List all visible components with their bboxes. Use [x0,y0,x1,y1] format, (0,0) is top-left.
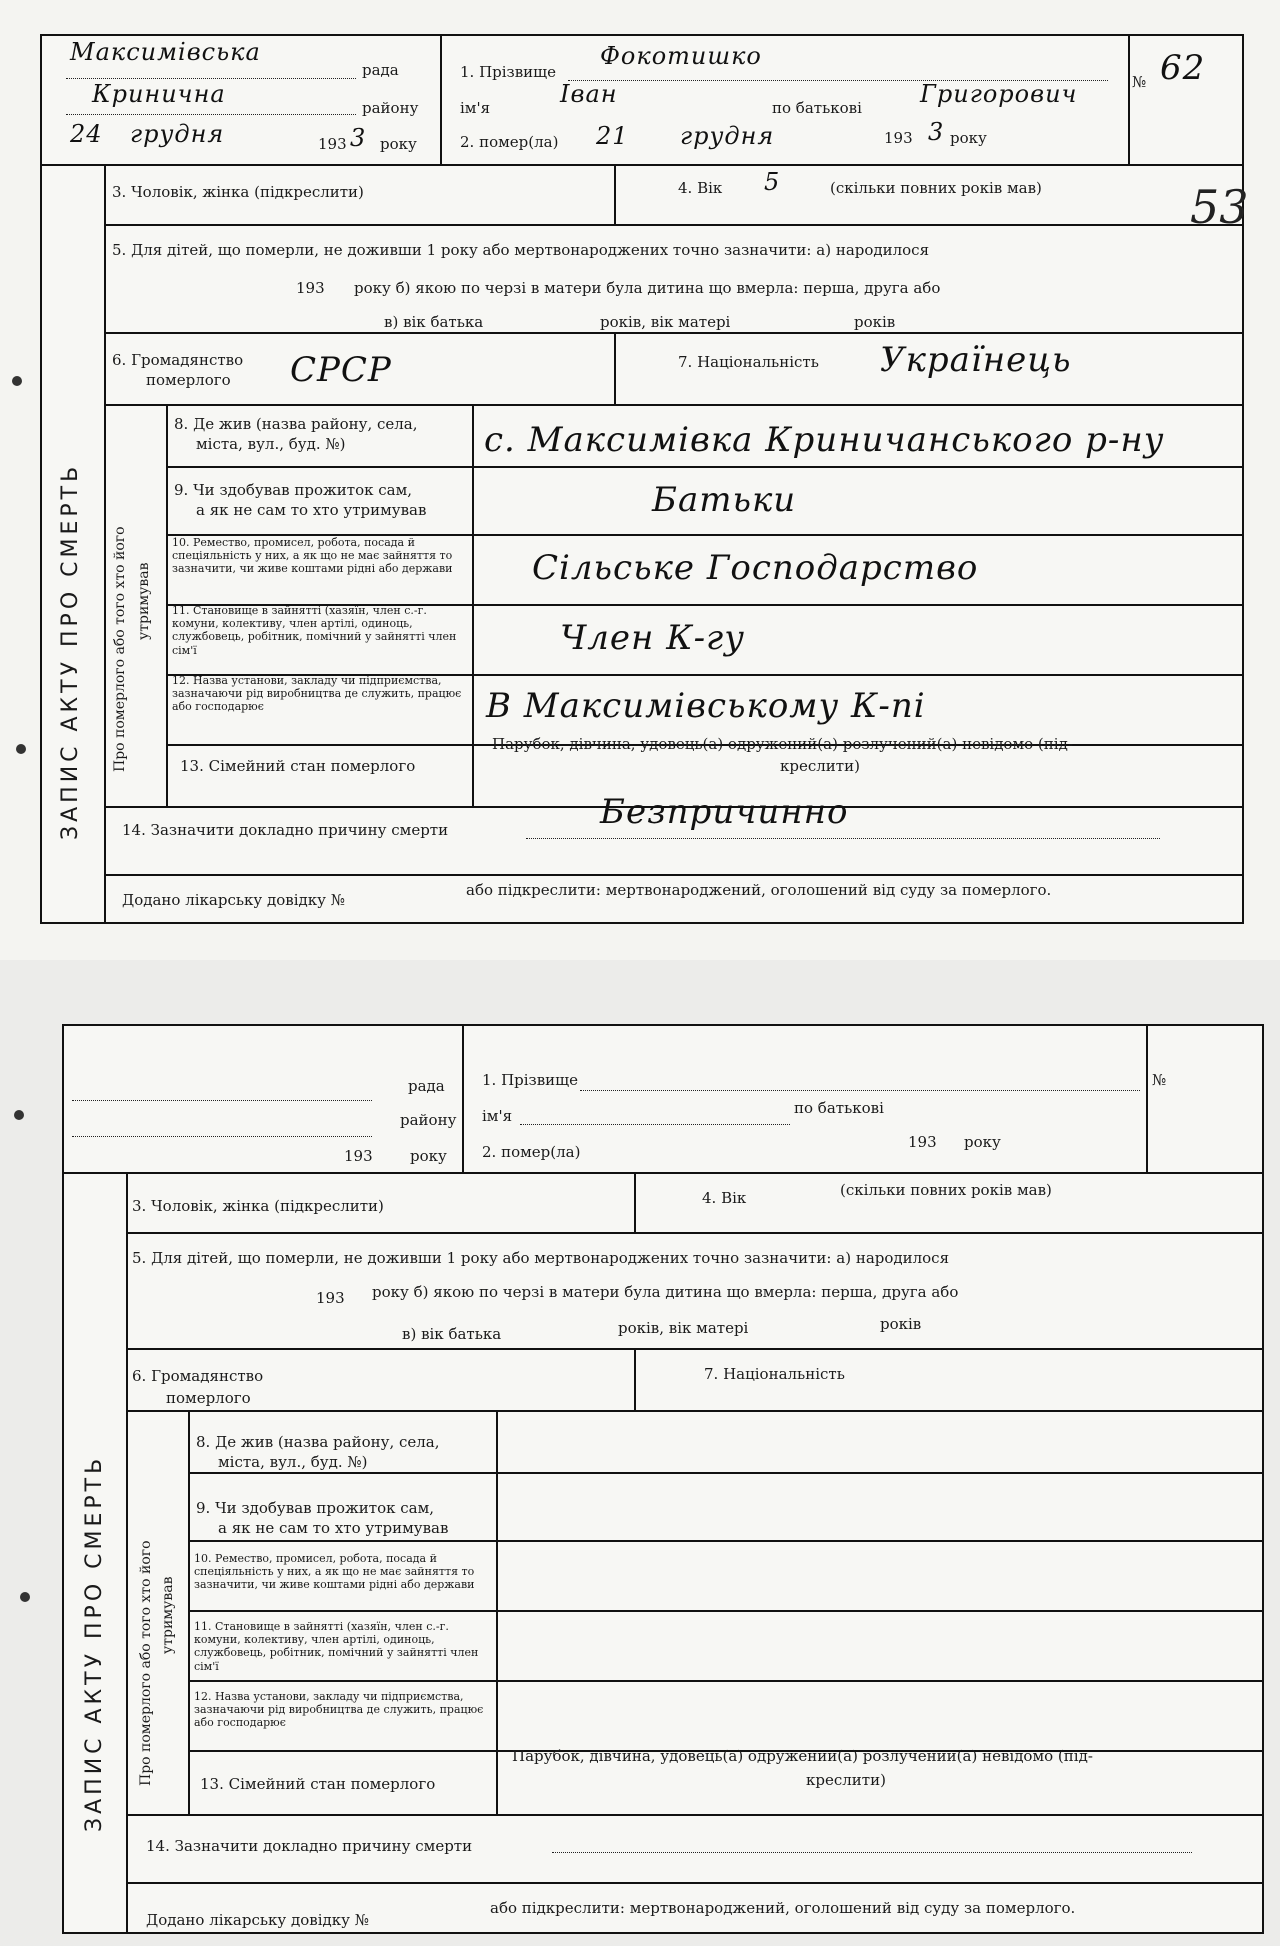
footer-label-2: Додано лікарську довідку № [146,1911,369,1929]
number-label-2: № [1152,1071,1167,1089]
rayon-value-1: Кринична [92,80,226,108]
field-6-label-a-1: 6. Громадянство [112,351,244,369]
side-title-1: ЗАПИС АКТУ ПРО СМЕРТЬ [58,462,83,840]
field-11-label-2: 11. Становище в зайнятті (хазяїн, член с.-г. комуни, колективу, член артілі, одиноць, службовець, робітник, помічний у зайнятті член сім'ї [194,1620,479,1673]
rada-label-2: рада [408,1077,445,1095]
support-value-1: Батьки [652,480,797,520]
field-12-label-2: 12. Назва установи, закладу чи підприємства, зазначаючи рід виробництва де служить, працює або господарює [194,1690,484,1730]
field-5-line3b-1: років, вік матері [600,313,731,331]
field-10-label-2: 10. Ремество, промисел, робота, посада й спеціяльність у них, а як що не має зайняття то зазначити, чи живе коштами рідні або держави [194,1552,475,1592]
field-13-options-a-1: Парубок, дівчина, удовець(а) одружений(а) розлучений(а) невідомо (під- [492,735,1073,753]
age-value-1: 5 [764,168,781,196]
surname-label-1: 1. Прізвище [460,63,557,81]
died-day-1: 21 [596,122,629,150]
date-year-digit-1: 3 [350,124,367,152]
field-5-year-2: 193 [316,1289,345,1307]
field-5-line1-2: 5. Для дітей, що померли, не доживши 1 року або мертвонароджених точно зазначити: а) народилося [132,1249,950,1267]
died-year-digit-1: 3 [928,118,945,146]
name-value-1: Іван [560,80,618,108]
field-7-label-1: 7. Національність [678,353,819,371]
surname-value-1: Фокотишко [600,42,762,70]
field-6-label-a-2: 6. Громадянство [132,1367,264,1385]
citizenship-value-1: СРСР [290,350,392,390]
died-label-2: 2. помер(ла) [482,1143,581,1161]
punch-hole [16,744,26,754]
punch-hole [12,376,22,386]
field-5-line1-1: 5. Для дітей, що померли, не доживши 1 року або мертвонароджених точно зазначити: а) народилося [112,241,930,259]
field-13-options-b-2: креслити) [806,1771,886,1789]
died-roku-label-1: року [950,129,987,147]
footer-rest-2: або підкреслити: мертвонароджений, оголошений від суду за померлого. [490,1899,1076,1917]
field-3-label-2: 3. Чоловік, жінка (підкреслити) [132,1197,384,1215]
field-13-label-2: 13. Сімейний стан померлого [200,1775,436,1793]
residence-value-1: с. Максимівка Криничанського р-ну [484,420,1165,460]
field-5-line2-2: року б) якою по черзі в матери була дитина що вмерла: перша, друга або [372,1283,959,1301]
died-label-1: 2. помер(ла) [460,133,559,151]
rada-value-1: Максимівська [70,38,261,66]
field-10-label-1: 10. Ремество, промисел, робота, посада й спеціяльність у них, а як що не має зайняття то зазначити, чи живе коштами рідні або держави [172,536,453,576]
roku-label-1: року [380,135,417,153]
footer-label-1: Додано лікарську довідку № [122,891,345,909]
side-mark-1: 53 [1190,180,1249,234]
occupation-value-1: Сільське Господарство [532,548,979,588]
field-8-label-b-1: міста, вул., буд. №) [196,435,346,453]
date-month-1: грудня [130,120,225,148]
field-5-line3b-2: років, вік матері [618,1319,749,1337]
rayon-label-1: району [362,99,419,117]
field-5-line3c-2: років [880,1315,922,1333]
field-8-label-b-2: міста, вул., буд. №) [218,1453,368,1471]
surname-label-2: 1. Прізвище [482,1071,579,1089]
died-month-1: грудня [680,122,775,150]
field-4-label-2: 4. Вік [702,1189,747,1207]
year-label-2: 193 [344,1147,373,1165]
died-year-label-1: 193 [884,129,913,147]
name-label-1: ім'я [460,99,491,117]
footer-rest-1: або підкреслити: мертвонароджений, оголошений від суду за померлого. [466,881,1052,899]
patronymic-value-1: Григорович [920,80,1078,108]
field-13-options-a-2: Парубок, дівчина, удовець(а) одружений(а) розлучений(а) невідомо (під- [512,1747,1093,1765]
field-3-label-1: 3. Чоловік, жінка (підкреслити) [112,183,364,201]
field-5-year-1: 193 [296,279,325,297]
field-13-options-b-1: креслити) [780,757,860,775]
side-subtitle-b-1: утримував [136,562,152,640]
field-11-label-1: 11. Становище в зайнятті (хазяїн, член с.-г. комуни, колективу, член артілі, одиноць, службовець, робітник, помічний у зайнятті член сім'ї [172,604,457,657]
side-subtitle-a-2: Про померлого або того хто його [138,1540,154,1786]
side-subtitle-b-2: утримував [160,1576,176,1654]
punch-hole [14,1110,24,1120]
nationality-value-1: Українець [880,340,1072,380]
field-5-line2-1: року б) якою по черзі в матери була дитина що вмерла: перша, друга або [354,279,941,297]
patronymic-label-2: по батькові [794,1099,884,1117]
field-9-label-b-1: а як не сам то хто утримував [196,501,427,519]
field-4-label-1: 4. Вік [678,179,723,197]
cause-value-1: Безпричинно [600,792,849,832]
field-9-label-a-1: 9. Чи здобував прожиток сам, [174,481,413,499]
died-roku-label-2: року [964,1133,1001,1151]
number-value-1: 62 [1160,48,1206,88]
field-12-label-1: 12. Назва установи, закладу чи підприємства, зазначаючи рід виробництва де служить, працює або господарює [172,674,462,714]
field-8-label-a-1: 8. Де жив (назва району, села, [174,415,418,433]
punch-hole [20,1592,30,1602]
date-day-1: 24 [70,120,103,148]
year-label-1: 193 [318,135,347,153]
roku-label-2: року [410,1147,447,1165]
rada-label-1: рада [362,61,399,79]
field-4-suffix-2: (скільки повних років мав) [840,1181,1052,1199]
death-record-form-2 [62,1024,1264,1934]
workplace-value-1: В Максимівському К-пі [486,686,926,726]
position-value-1: Член К-гу [560,618,745,658]
name-label-2: ім'я [482,1107,513,1125]
field-5-line3a-2: в) вік батька [402,1325,502,1343]
field-14-label-2: 14. Зазначити докладно причину смерти [146,1837,473,1855]
field-9-label-b-2: а як не сам то хто утримував [218,1519,449,1537]
field-5-line3a-1: в) вік батька [384,313,484,331]
field-13-label-1: 13. Сімейний стан померлого [180,757,416,775]
field-6-label-b-2: померлого [166,1389,251,1407]
patronymic-label-1: по батькові [772,99,862,117]
field-7-label-2: 7. Національність [704,1365,845,1383]
side-title-2: ЗАПИС АКТУ ПРО СМЕРТЬ [82,1454,107,1832]
field-4-suffix-1: (скільки повних років мав) [830,179,1042,197]
field-5-line3c-1: років [854,313,896,331]
rayon-label-2: району [400,1111,457,1129]
field-9-label-a-2: 9. Чи здобував прожиток сам, [196,1499,435,1517]
death-record-form-1 [40,34,1244,924]
field-8-label-a-2: 8. Де жив (назва району, села, [196,1433,440,1451]
died-year-label-2: 193 [908,1133,937,1151]
field-6-label-b-1: померлого [146,371,231,389]
side-subtitle-a-1: Про померлого або того хто його [112,526,128,772]
field-14-label-1: 14. Зазначити докладно причину смерти [122,821,449,839]
number-label-1: № [1132,73,1147,91]
